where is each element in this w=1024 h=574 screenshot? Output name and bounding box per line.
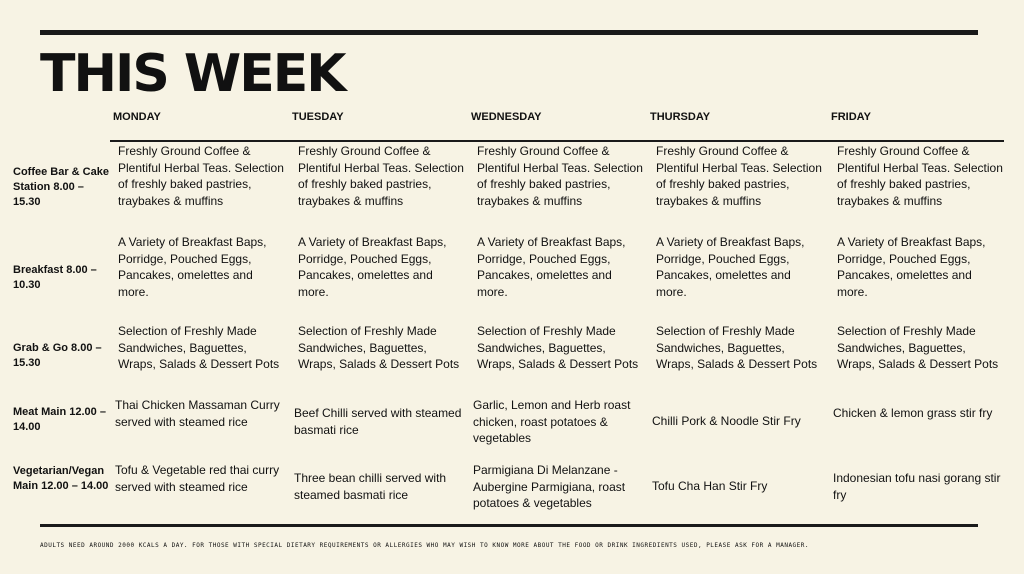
day-header-thursday: THURSDAY <box>650 111 711 123</box>
menu-cell: Tofu Cha Han Stir Fry <box>652 479 768 493</box>
menu-cell: Garlic, Lemon and Herb roast chicken, roast potatoes & vegetables <box>473 398 631 445</box>
row-label-vegetarian-main: Vegetarian/Vegan Main 12.00 – 14.00 <box>13 465 109 492</box>
day-header-monday: MONDAY <box>113 111 161 123</box>
menu-cell: A Variety of Breakfast Baps, Porridge, Pouched Eggs, Pancakes, omelettes and more. <box>298 235 447 299</box>
menu-cell: Freshly Ground Coffee & Plentiful Herbal Teas. Selection of freshly baked pastries, traybakes & muffins <box>477 144 643 208</box>
menu-cell: Selection of Freshly Made Sandwiches, Baguettes, Wraps, Salads & Dessert Pots <box>298 324 460 371</box>
menu-cell: Thai Chicken Massaman Curry served with steamed rice <box>115 398 280 429</box>
menu-cell: Freshly Ground Coffee & Plentiful Herbal Teas. Selection of freshly baked pastries, traybakes & muffins <box>837 144 1003 208</box>
menu-cell: Freshly Ground Coffee & Plentiful Herbal Teas. Selection of freshly baked pastries, traybakes & muffins <box>656 144 822 208</box>
day-header-wednesday: WEDNESDAY <box>471 111 542 123</box>
menu-cell: Chicken & lemon grass stir fry <box>833 406 993 420</box>
menu-cell: Freshly Ground Coffee & Plentiful Herbal Teas. Selection of freshly baked pastries, traybakes & muffins <box>118 144 284 208</box>
row-label-meat-main: Meat Main 12.00 – 14.00 <box>13 406 106 433</box>
menu-cell: A Variety of Breakfast Baps, Porridge, Pouched Eggs, Pancakes, omelettes and more. <box>656 235 805 299</box>
menu-cell: A Variety of Breakfast Baps, Porridge, Pouched Eggs, Pancakes, omelettes and more. <box>118 235 267 299</box>
row-label-breakfast: Breakfast 8.00 – 10.30 <box>13 264 97 291</box>
menu-cell: Beef Chilli served with steamed basmati rice <box>294 406 462 437</box>
menu-cell: Freshly Ground Coffee & Plentiful Herbal Teas. Selection of freshly baked pastries, traybakes & muffins <box>298 144 464 208</box>
row-label-grab-and-go: Grab & Go 8.00 – 15.30 <box>13 342 102 369</box>
menu-cell: A Variety of Breakfast Baps, Porridge, Pouched Eggs, Pancakes, omelettes and more. <box>477 235 626 299</box>
top-divider <box>40 30 978 35</box>
menu-cell: Selection of Freshly Made Sandwiches, Baguettes, Wraps, Salads & Dessert Pots <box>477 324 639 371</box>
bottom-divider <box>40 524 978 527</box>
menu-cell: Tofu & Vegetable red thai curry served with steamed rice <box>115 463 280 494</box>
menu-cell: Three bean chilli served with steamed basmati rice <box>294 471 447 502</box>
menu-cell: Selection of Freshly Made Sandwiches, Baguettes, Wraps, Salads & Dessert Pots <box>118 324 280 371</box>
menu-cell: Selection of Freshly Made Sandwiches, Baguettes, Wraps, Salads & Dessert Pots <box>656 324 818 371</box>
row-label-coffee-bar: Coffee Bar & Cake Station 8.00 – 15.30 <box>13 166 109 208</box>
day-header-tuesday: TUESDAY <box>292 111 344 123</box>
menu-cell: Chilli Pork & Noodle Stir Fry <box>652 414 801 428</box>
menu-cell: Parmigiana Di Melanzane - Aubergine Parmigiana, roast potatoes & vegetables <box>473 463 626 510</box>
menu-cell: Selection of Freshly Made Sandwiches, Baguettes, Wraps, Salads & Dessert Pots <box>837 324 999 371</box>
menu-cell: Indonesian tofu nasi gorang stir fry <box>833 471 1001 502</box>
page-title: THIS WEEK <box>40 44 345 104</box>
day-header-friday: FRIDAY <box>831 111 871 123</box>
header-divider <box>110 140 1004 142</box>
allergy-footnote: ADULTS NEED AROUND 2000 KCALS A DAY. FOR THOSE WITH SPECIAL DIETARY REQUIREMENTS OR ALLERGIES WHO MAY WISH TO KNOW MORE ABOUT THE FOOD OR DRINK INGREDIENTS USED, PLEASE ASK FOR A MANAGER. <box>40 542 810 549</box>
menu-cell: A Variety of Breakfast Baps, Porridge, Pouched Eggs, Pancakes, omelettes and more. <box>837 235 986 299</box>
